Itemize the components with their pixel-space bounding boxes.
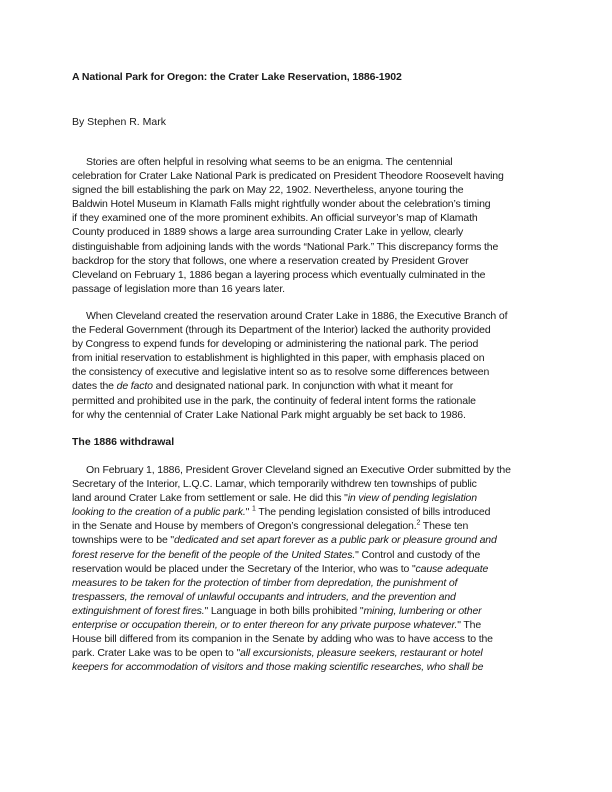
text-line [72,548,542,562]
quoted-text: looking to the creation of a public park. [72,506,246,519]
quoted-text: dedicated and set apart forever as a public park or pleasure ground and [173,534,497,547]
text-line: the Federal Government (through its Department of the Interior) lacked the authority provided [72,324,491,337]
text-line: celebration for Crater Lake National Park is predicated on President Theodore Roosevelt having [72,170,504,183]
quoted-text: extinguishment of forest fires. [72,604,205,617]
quoted-text: forest reserve for the benefit of the people of the United States. [72,548,356,561]
text-line [72,562,542,576]
text-run: park. Crater Lake was to be open to " [72,647,241,660]
footnote-marker: 2 [416,519,421,527]
text-line: When Cleveland created the reservation around Crater Lake in 1886, the Executive Branch of [86,310,508,322]
quoted-text: enterprise or occupation therein, or to enter thereon for any private purpose whatever. [72,619,458,632]
footnote-marker: 1 [252,505,256,513]
text-line [72,379,542,393]
quoted-text: in view of pending legislation [347,492,477,505]
page-title: A National Park for Oregon: the Crater Lake Reservation, 1886-1902 [72,71,402,83]
text-line: permitted and prohibited use in the park, the continuity of federal intent forms the rationale [72,394,476,407]
text-run: " Language in both bills prohibited " [204,604,364,617]
paragraph-context [72,309,542,422]
text-run: " The [457,619,482,632]
text-line: if they examined one of the more prominent exhibits. An official surveyor’s map of Klamath [72,212,478,225]
text-line: House bill differed from its companion in the Senate by adding who was to have access to the [72,633,493,646]
text-line: by Congress to expend funds for developing or administering the national park. The period [72,338,479,351]
text-line: distinguishable from adjoining lands with the words “National Park.” This discrepancy forms the [72,240,499,253]
italic-term: de facto [116,380,153,393]
text-line [72,491,542,505]
text-line [72,519,542,533]
text-line: passage of legislation more than 16 years later. [72,282,285,295]
text-line: trespassers, the removal of unlawful occupants and intruders, and the prevention and [72,590,456,603]
text-line [72,646,542,660]
text-line: Cleveland on February 1, 1886 began a layering process which eventually culminated in the [72,268,486,281]
text-run: townships were to be " [72,534,174,547]
text-run: dates the [72,380,117,393]
text-run: " [245,506,252,519]
text-run: and designated national park. In conjunction with what it meant for [152,380,454,393]
text-line: signed the bill establishing the park on May 22, 1902. Nevertheless, anyone touring the [72,184,464,197]
text-line: measures to be taken for the protection of timber from depredation, the punishment of [72,576,458,589]
text-line: Secretary of the Interior, L.Q.C. Lamar, which temporarily withdrew ten townships of public [72,478,477,491]
text-line: from initial reservation to establishment is highlighted in this paper, with emphasis placed on [72,352,485,365]
text-line [72,505,542,519]
quoted-text: mining, lumbering or other [363,604,482,617]
text-line: Baldwin Hotel Museum in Klamath Falls might rightfully wonder about the celebration’s timing [72,198,491,211]
paragraph-withdrawal [72,463,542,674]
text-run: reservation would be placed under the Secretary of the Interior, who was to " [72,562,416,575]
text-line [72,604,542,618]
section-heading: The 1886 withdrawal [72,436,175,448]
text-run: in the Senate and House by members of Oregon’s congressional delegation. [72,520,417,533]
text-run: land around Crater Lake from settlement or sale. He did this " [72,492,348,505]
text-run: " Control and custody of the [355,548,481,561]
author-byline: By Stephen R. Mark [72,116,166,128]
text-line: On February 1, 1886, President Grover Cleveland signed an Executive Order submitted by the [86,464,511,476]
text-line: County produced in 1889 shows a large area surrounding Crater Lake in yellow, clearly [72,226,464,239]
text-run: These ten [420,520,469,533]
quoted-text: all excursionists, pleasure seekers, restaurant or hotel [240,647,483,660]
text-run: The pending legislation consisted of bills introduced [255,506,491,519]
text-line: for why the centennial of Crater Lake National Park might arguably be set back to 1986. [72,408,466,421]
text-line [72,618,542,632]
text-line: Stories are often helpful in resolving what seems to be an enigma. The centennial [86,156,453,168]
text-line: keepers for accommodation of visitors and those making scientific researches, who shall be [72,661,484,674]
paragraph-intro [72,155,542,296]
text-line: the consistency of executive and legislative intent so as to resolve some differences between [72,366,490,379]
text-line: backdrop for the story that follows, one where a reservation created by President Grover [72,254,469,267]
quoted-text: cause adequate [415,562,489,575]
text-line [72,533,542,547]
